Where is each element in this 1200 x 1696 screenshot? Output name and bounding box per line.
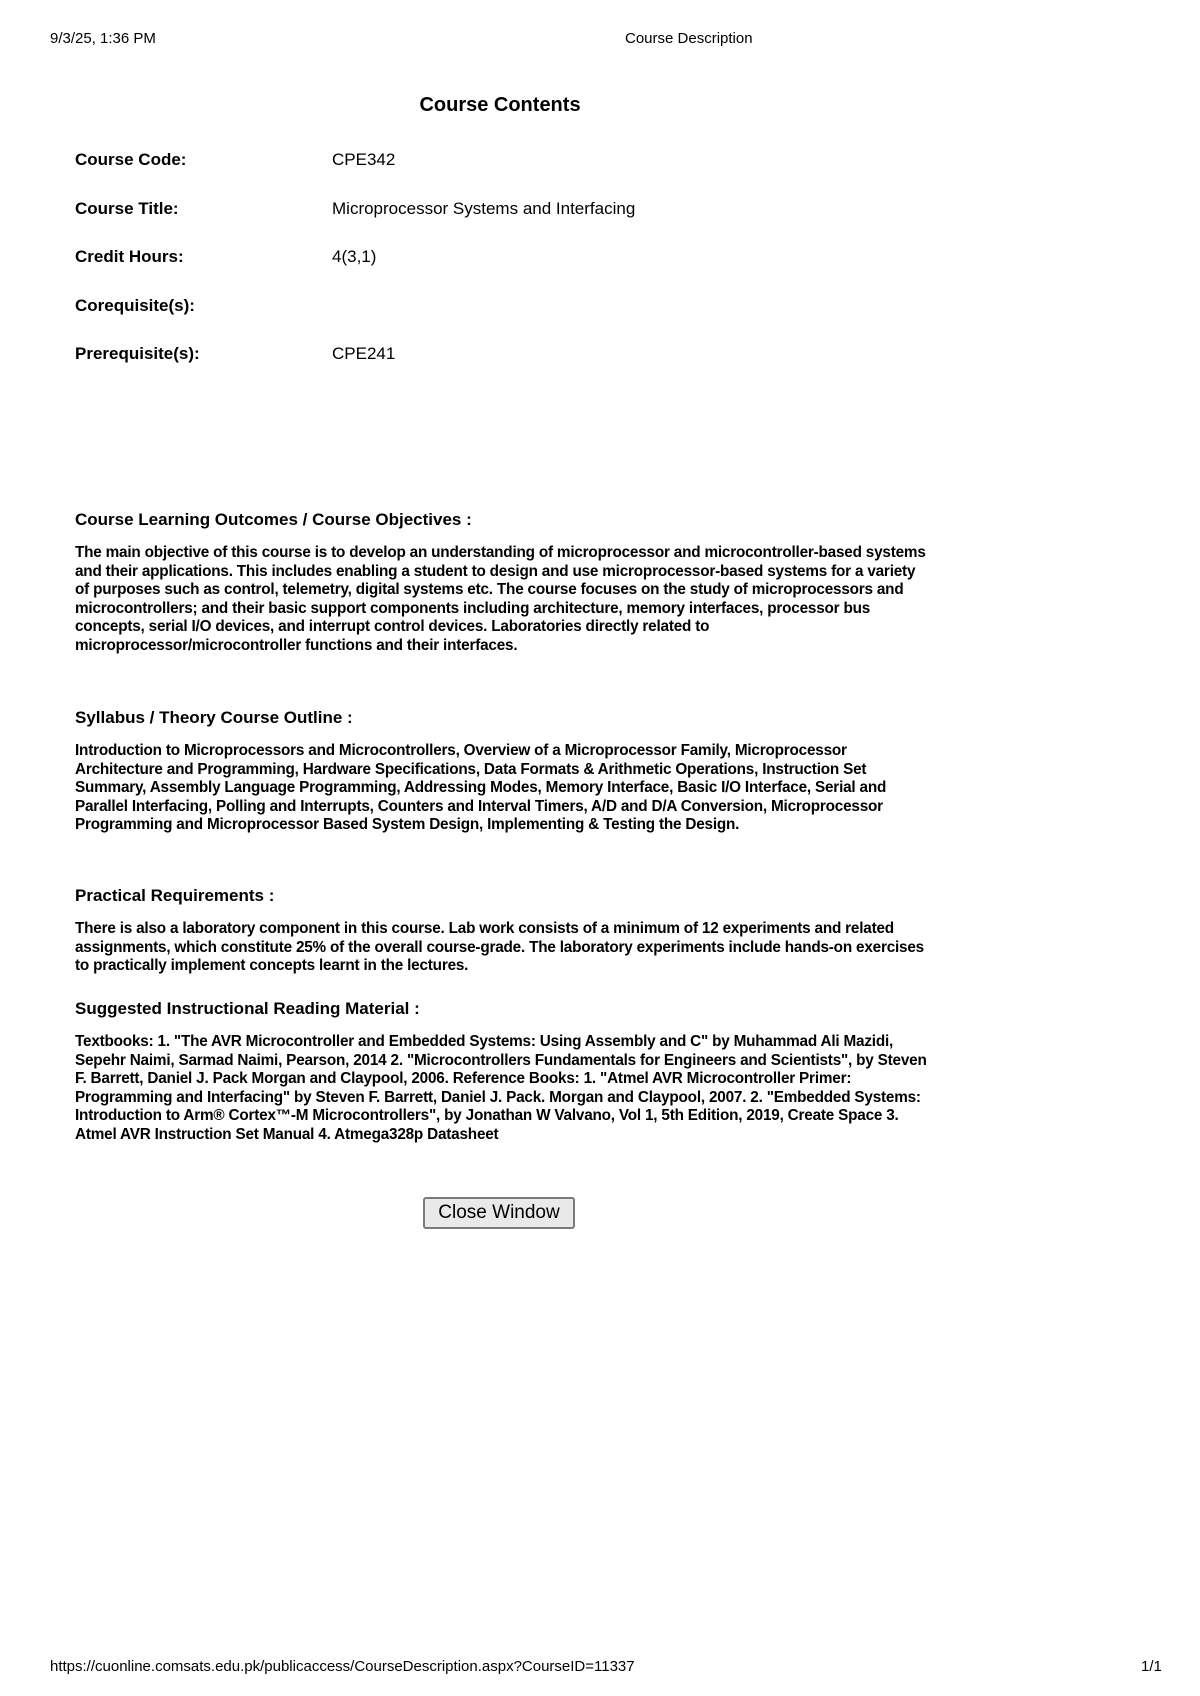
print-url: https://cuonline.comsats.edu.pk/publicaccess/CourseDescription.aspx?CourseID=11337 xyxy=(50,1658,635,1675)
credit-hours-label: Credit Hours: xyxy=(75,247,184,266)
print-page-title: Course Description xyxy=(625,30,753,47)
syllabus-body: Introduction to Microprocessors and Microcontrollers, Overview of a Microprocessor Family, Microprocessor Architecture and Programming, Hardware Specifications, Data Formats & Arithmetic Operations, Instruction Set Summary, Assembly Language Programming, Addressing Modes, Memory Interface, Basic I/O Interface, Serial and Parallel Interfacing, Polling and Interrupts, Counters and Interval Timers, A/D and D/A Conversion, Microprocessor Programming and Microprocessor Based System Design, Implementing & Testing the Design. xyxy=(75,742,887,833)
prerequisites-label: Prerequisite(s): xyxy=(75,344,200,363)
course-title-row xyxy=(75,199,732,248)
objectives-body: The main objective of this course is to develop an understanding of microprocessor and microcontroller-based systems and their applications. This includes enabling a student to design and use microprocessor-based systems for a variety of purposes such as control, telemetry, digital systems etc. The course focuses on the study of microprocessors and microcontrollers; and their basic support components including architecture, memory interfaces, processor bus concepts, serial I/O devices, and interrupt control devices. Laboratories directly related to microprocessor/microcontroller functions and their interfaces. xyxy=(75,544,926,654)
course-code-label: Course Code: xyxy=(75,150,187,169)
reading-section xyxy=(75,999,930,1144)
close-window-button[interactable]: Close Window xyxy=(423,1197,575,1229)
syllabus-section xyxy=(75,708,930,835)
syllabus-heading: Syllabus / Theory Course Outline : xyxy=(75,708,353,727)
objectives-section xyxy=(75,510,930,655)
page-title: Course Contents xyxy=(419,94,581,116)
course-code-value: CPE342 xyxy=(332,150,396,169)
corequisites-row xyxy=(75,296,732,345)
corequisites-value xyxy=(332,296,732,345)
credit-hours-row xyxy=(75,247,732,296)
practical-body: There is also a laboratory component in this course. Lab work consists of a minimum of 12 experiments and related assignments, which constitute 25% of the overall course-grade. The laboratory experiments include hands-on exercises to practically implement concepts learnt in the lectures. xyxy=(75,920,924,974)
practical-heading: Practical Requirements : xyxy=(75,886,275,905)
practical-section xyxy=(75,886,930,976)
reading-body: Textbooks: 1. "The AVR Microcontroller and Embedded Systems: Using Assembly and C" by Muhammad Ali Mazidi, Sepehr Naimi, Sarmad Naimi, Pearson, 2014 2. "Microcontrollers Fundamentals for Engineers and Scientists", by Steven F. Barrett, Daniel J. Pack Morgan and Claypool, 2006. Reference Books: 1. "Atmel AVR Microcontroller Primer: Programming and Interfacing" by Steven F. Barrett, Daniel J. Pack. Morgan and Claypool, 2007. 2. "Embedded Systems: Introduction to Arm® Cortex™-M Microcontrollers", by Jonathan W Valvano, Vol 1, 5th Edition, 2019, Create Space 3. Atmel AVR Instruction Set Manual 4. Atmega328p Datasheet xyxy=(75,1033,927,1143)
prerequisites-row xyxy=(75,344,732,393)
print-datetime: 9/3/25, 1:36 PM xyxy=(50,30,156,47)
corequisites-label: Corequisite(s): xyxy=(75,295,195,315)
reading-heading: Suggested Instructional Reading Material : xyxy=(75,999,420,1018)
course-info-table xyxy=(75,150,732,393)
objectives-heading: Course Learning Outcomes / Course Objectives : xyxy=(75,510,472,529)
course-title-value: Microprocessor Systems and Interfacing xyxy=(332,198,636,218)
course-title-label: Course Title: xyxy=(75,198,179,218)
credit-hours-value: 4(3,1) xyxy=(332,247,377,266)
print-page-count: 1/1 xyxy=(1141,1658,1162,1675)
course-code-row xyxy=(75,150,732,199)
prerequisites-value: CPE241 xyxy=(332,344,396,363)
